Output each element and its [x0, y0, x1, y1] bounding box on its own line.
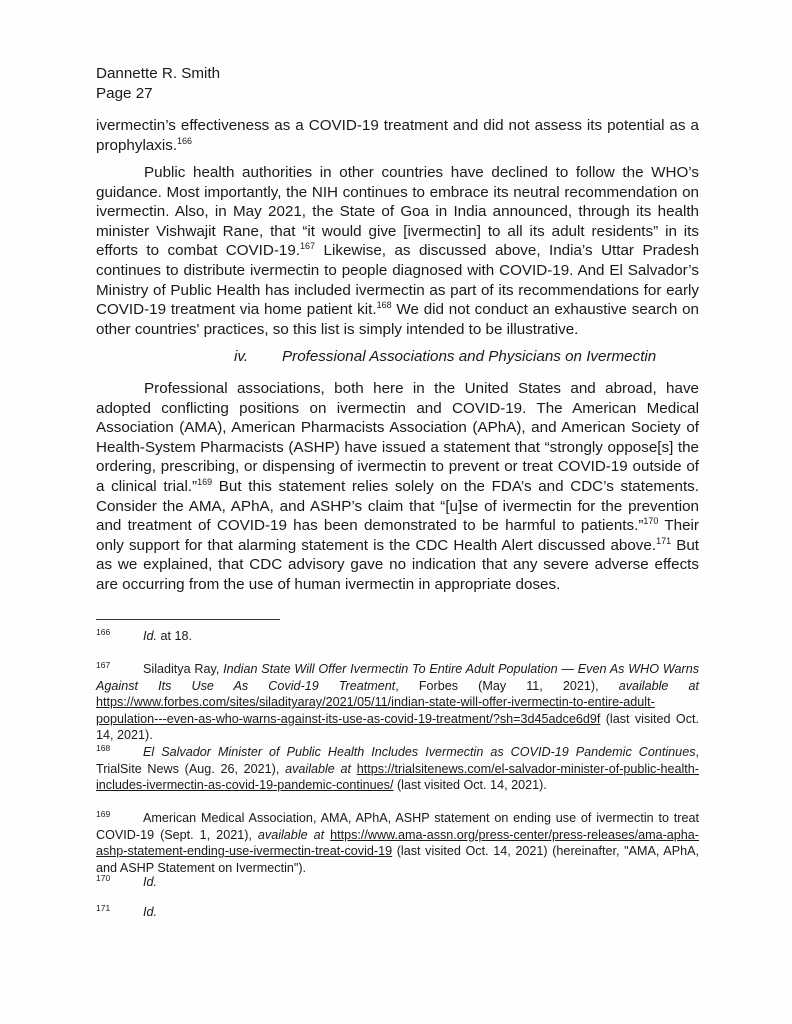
- citation-link[interactable]: https://www.ama-assn.org/press-center/press-releases/ama-apha-ashp-statement-ending-use-ivermectin-treat-covid-19: [96, 827, 699, 859]
- text-run: (last visited Oct. 14, 2021) (hereinafter, "AMA, APhA, and ASHP Statement on Ivermectin").: [96, 844, 699, 875]
- text-run: Likewise, as discussed above, India’s Uttar Pradesh continues to distribute ivermectin to people diagnosed with COVID-19. And El Salvador’s Ministry of Public Health has included ivermectin as part of its recommendations for early COVID-19 treatment via home patient kit.: [96, 242, 700, 319]
- italic-text: available at: [285, 761, 352, 776]
- text-run: , TrialSite News (Aug. 26, 2021),: [96, 745, 699, 776]
- italic-text: available at: [257, 827, 325, 842]
- footnote-reference[interactable]: 167: [300, 241, 316, 252]
- italic-text: El Salvador Minister of Public Health Includes Ivermectin as COVID-19 Pandemic Continues: [143, 745, 696, 759]
- section-title: Professional Associations and Physicians on Ivermectin: [282, 348, 657, 365]
- italic-text: Indian State Will Offer Ivermectin To Entire Adult Population — Even As WHO Warns Against Its Use As Covid-19 Treatment: [96, 662, 699, 693]
- citation-link[interactable]: https://trialsitenews.com/el-salvador-minister-of-public-health-includes-ivermectin-as-covid-19-pandemic-continues/: [96, 761, 700, 793]
- text-run: (last visited Oct. 14, 2021).: [96, 711, 699, 743]
- recipient-name: Dannette R. Smith: [96, 65, 221, 82]
- footnote-reference[interactable]: 168: [376, 300, 392, 311]
- text-run: But as we explained, that CDC advisory gave no indication that any severe adverse effects are occurring from the use of human ivermectin in appropriate doses.: [96, 536, 699, 593]
- text-run: , Forbes (May 11, 2021),: [395, 678, 619, 693]
- text-run: (last visited Oct. 14, 2021).: [393, 778, 547, 793]
- italic-text: Id.: [143, 629, 158, 643]
- footnote-reference[interactable]: 166: [177, 135, 193, 146]
- section-heading: [234, 348, 656, 365]
- footnote-171: 171 Id.: [96, 903, 158, 919]
- footnote-168: 168 El Salvador Minister of Public Health Includes Ivermectin as COVID-19 Pandemic Continues, TrialSite News (Aug. 26, 2021), available at https://trialsitenews.com/el-salvador-minister-of-public-health-includes-ivermectin-as-covid-19-pandemic-continues/ (last visited Oct. 14, 2021).: [96, 743, 700, 793]
- footnote-reference[interactable]: 170: [643, 516, 659, 527]
- footnote-169: 169 American Medical Association, AMA, APhA, ASHP statement on ending use of ivermectin to treat COVID-19 (Sept. 1, 2021), available at https://www.ama-assn.org/press-center/press-releases/ama-apha-ashp-statement-ending-use-ivermectin-treat-covid-19 (last visited Oct. 14, 2021) (hereinafter, "AMA, APhA, and ASHP Statement on Ivermectin").: [96, 809, 699, 875]
- text-run: ivermectin’s effectiveness as a COVID-19 treatment and did not assess its potential as a prophylaxis.: [96, 117, 699, 154]
- paragraph-professional-associations: [96, 379, 699, 595]
- italic-text: Id.: [143, 905, 158, 919]
- text-run: Siladitya Ray,: [143, 662, 224, 676]
- text-run: We did not conduct an exhaustive search on other countries' practices, so this list is simply intended to be illustrative.: [96, 301, 699, 338]
- footnote-reference[interactable]: 171: [656, 535, 672, 546]
- letter-header: [96, 64, 220, 104]
- footnote-167: 167 Siladitya Ray, Indian State Will Offer Ivermectin To Entire Adult Population — Even As WHO Warns Against Its Use As Covid-19 Treatment, Forbes (May 11, 2021), available at https://www.forbes.com/sites/siladityaray/2021/05/11/indian-state-will-offer-ivermectin-to-entire-adult-population---even-as-who-warns-against-its-use-as-covid-19-treatment/?sh=3d45adce6d9f (last visited Oct. 14, 2021).: [96, 660, 699, 743]
- footnote-170: 170 Id.: [96, 873, 158, 889]
- italic-text: available at: [618, 678, 699, 693]
- text-run: Professional associations, both here in the United States and abroad, have adopted conflicting positions on ivermectin and COVID-19. The American Medical Association (AMA), American Pharmacists Association (APhA), and American Society of Health-System Pharmacists (ASHP) have issued a statement that “strongly oppose[s] the ordering, prescribing, or dispensing of ivermectin to prevent or treat COVID-19 outside of a clinical trial.”: [96, 380, 699, 495]
- text-run: But this statement relies solely on the FDA’s and CDC’s statements. Consider the AMA, APhA, and ASHP’s claim that “[u]se of ivermectin for the prevention and treatment of COVID-19 has been demonstrated to be harmful to patients.”: [96, 477, 699, 535]
- text-run: Their only support for that alarming statement is the CDC Health Alert discussed above.: [96, 517, 699, 554]
- page-number: Page 27: [96, 85, 153, 102]
- section-number: iv.: [234, 348, 249, 365]
- text-run: at 18.: [157, 629, 193, 643]
- text-run: American Medical Association, AMA, APhA, ASHP statement on ending use of ivermectin to treat COVID-19 (Sept. 1, 2021),: [96, 811, 699, 842]
- paragraph-continuation: [96, 116, 699, 155]
- footnote-reference[interactable]: 169: [197, 476, 213, 487]
- footnote-166: 166 Id. at 18.: [96, 627, 193, 643]
- citation-link[interactable]: https://www.forbes.com/sites/siladityaray/2021/05/11/indian-state-will-offer-ivermectin-to-entire-adult-population---even-as-who-warns-against-its-use-as-covid-19-treatment/?sh=3d45adce6d9f: [96, 695, 655, 726]
- text-run: Public health authorities in other countries have declined to follow the WHO’s guidance. Most importantly, the NIH continues to embrace its neutral recommendation on ivermectin. Also, in May 2021, the State of Goa in India announced, through its health minister Vishwajit Rane, that “it would give [ivermectin] to all its adult residents” in its efforts to combat COVID-19.: [96, 164, 699, 260]
- paragraph-foreign-authorities: [96, 163, 699, 339]
- italic-text: Id.: [143, 875, 158, 889]
- footnote-separator: [96, 619, 280, 620]
